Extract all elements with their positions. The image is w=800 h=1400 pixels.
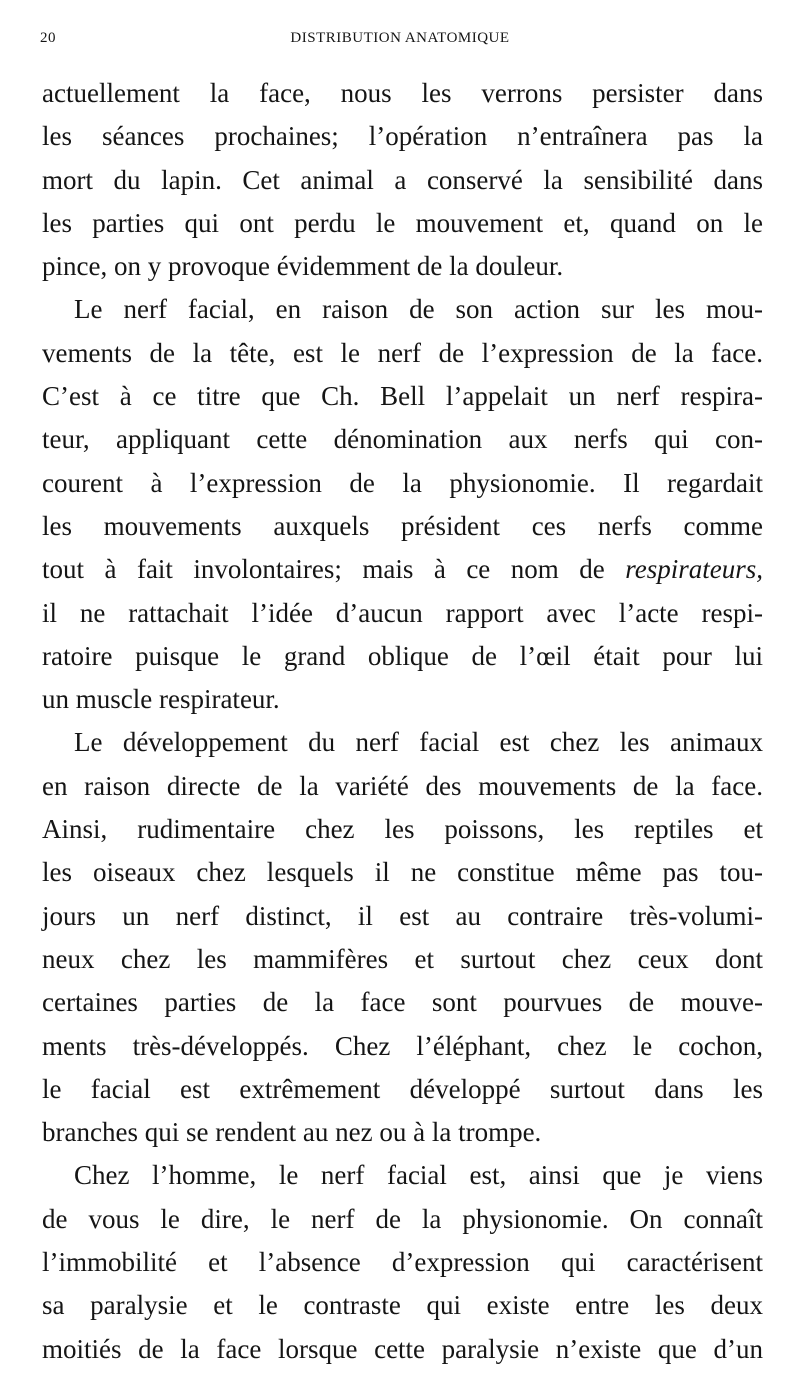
text-line: un muscle respirateur. [42,684,280,715]
text-line: les mouvements auxquels président ces nerfs comme [42,510,763,541]
text-line: ments très-développés. Chez l’éléphant, chez le cochon, [42,1030,763,1061]
text-line: jours un nerf distinct, il est au contraire très-volumi- [42,900,763,931]
text-line: en raison directe de la variété des mouvements de la face. [42,770,763,801]
text-line: neux chez les mammifères et surtout chez ceux dont [42,943,763,974]
text-line: Le nerf facial, en raison de son action sur les mou- [74,294,763,325]
text-line [42,548,763,591]
italic-term: respirateurs, [625,554,763,585]
paragraph-3 [42,721,763,1154]
text-segment: tout à fait involontaires; mais à ce nom de [42,554,626,585]
text-line: mort du lapin. Cet animal a conservé la sensibilité dans [42,164,763,195]
text-line: teur, appliquant cette dénomination aux nerfs qui con- [42,424,763,455]
text-line: les séances prochaines; l’opération n’entraînera pas la [42,121,763,152]
text-line: certaines parties de la face sont pourvues de mouve- [42,987,763,1018]
text-line: ratoire puisque le grand oblique de l’œil était pour lui [42,640,763,671]
text-line: Le développement du nerf facial est chez les animaux [74,727,763,758]
text-line: Ainsi, rudimentaire chez les poissons, les reptiles et [42,814,763,845]
text-line: branches qui se rendent au nez ou à la trompe. [42,1117,542,1148]
text-line: vements de la tête, est le nerf de l’expression de la face. [42,337,763,368]
text-line: sa paralysie et le contraste qui existe entre les deux [42,1290,763,1321]
text-line: moitiés de la face lorsque cette paralysie n’existe que d’un [42,1333,763,1364]
running-head: DISTRIBUTION ANATOMIQUE [290,30,510,46]
text-line: il ne rattachait l’idée d’aucun rapport avec l’acte respi- [42,597,763,628]
paragraph-2 [42,288,763,721]
text-line: actuellement la face, nous les verrons persister dans [42,78,763,108]
text-line: de vous le dire, le nerf de la physionomie. On connaît [42,1203,763,1234]
text-line: les oiseaux chez lesquels il ne constitue même pas tou- [42,857,763,888]
text-line: le facial est extrêmement développé surtout dans les [42,1073,763,1104]
paragraph-4 [42,1154,763,1370]
text-line: C’est à ce titre que Ch. Bell l’appelait un nerf respira- [42,381,763,412]
text-line: pince, on y provoque évidemment de la douleur. [42,251,564,282]
page-header [40,30,760,54]
text-line: les parties qui ont perdu le mouvement et, quand on le [42,207,763,238]
text-line: courent à l’expression de la physionomie. Il regardait [42,467,763,498]
page-body [42,72,763,1371]
text-line: l’immobilité et l’absence d’expression qui caractérisent [42,1247,763,1278]
paragraph-1 [42,72,763,288]
page-number: 20 [40,30,56,46]
text-line: Chez l’homme, le nerf facial est, ainsi que je viens [74,1160,763,1191]
